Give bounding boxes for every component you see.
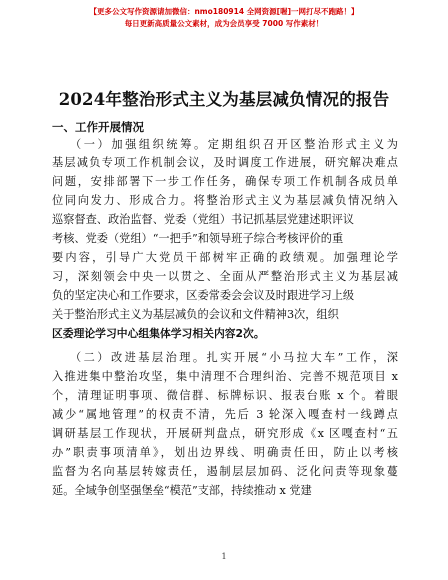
paragraph-line: 延。全域争创坚强堡垒“模范”支部，持续推动 x 党建 (52, 484, 312, 497)
paragraph-line: 个，清理证明事项、微信群、标牌标识、报表台账 x 个。着眼 (52, 389, 398, 402)
section-heading: 一、工作开展情况 (52, 120, 144, 134)
paragraph-line: 巡察督查、政治监督、党委（党组）书记抓基层党建述职评议 (52, 213, 355, 226)
paragraph-line: 位同向发力、形成合力。将整治形式主义为基层减负情况纳入 (52, 194, 398, 207)
promo-banner (0, 6, 448, 30)
paragraph-line: （一）加强组织统筹。定期组织召开区整治形式主义为 (70, 138, 398, 151)
paragraph-line: 入推进集中整治攻坚，集中清理不合理纠治、完善不规范项目 x (52, 370, 398, 383)
paragraph-line: （二）改进基层治理。扎实开展“小马拉大车”工作，深 (70, 351, 398, 364)
document-title: 2024年整治形式主义为基层减负情况的报告 (58, 90, 390, 109)
paragraph-line: 办”职责事项清单》，划出边界线、明确责任田，防止以考核 (52, 446, 398, 459)
promo-banner-line-1: 【更多公文写作资源请加微信：nmo180914 全网资源[喔]一网打尽不跑路！】 (89, 7, 359, 16)
paragraph-line: 习，深刻领会中央一以贯之、全面从严整治形式主义为基层减 (52, 270, 398, 283)
page-number: 1 (221, 552, 227, 561)
paragraph-line: 监督为名向基层转嫁责任，遏制层层加码、泛化问责等现象蔓 (52, 465, 398, 478)
paragraph-line: 考核、党委（党组）“一把手”和领导班子综合考核评价的重 (52, 232, 344, 245)
paragraph-line: 减少“属地管理”的权责不清，先后 3 轮深入嘎查村一线蹲点 (52, 408, 398, 421)
paragraph-line: 区委理论学习中心组集体学习相关内容2次。 (52, 327, 265, 340)
paragraph-line: 负的坚定决心和工作要求，区委常委会会议及时跟进学习上级 (52, 289, 355, 302)
paragraph-line: 基层减负专项工作机制会议，及时调度工作进展，研究解决难点 (52, 156, 398, 169)
paragraph-line: 要内容，引导广大党员干部树牢正确的政绩观。加强理论学 (52, 251, 398, 264)
promo-banner-line-2: 每日更新高质量公文素材，成为会员享受 7000 写作素材！ (124, 19, 324, 28)
paragraph-line: 调研基层工作现状，开展研判盘点，研究形成《x 区嘎查村“五 (52, 427, 398, 440)
paragraph-line: 问题，安排部署下一步工作任务，确保专项工作机制各成员单 (52, 175, 398, 188)
paragraph-line: 关于整治形式主义为基层减负的会议和文件精神3次，组织 (52, 308, 339, 321)
